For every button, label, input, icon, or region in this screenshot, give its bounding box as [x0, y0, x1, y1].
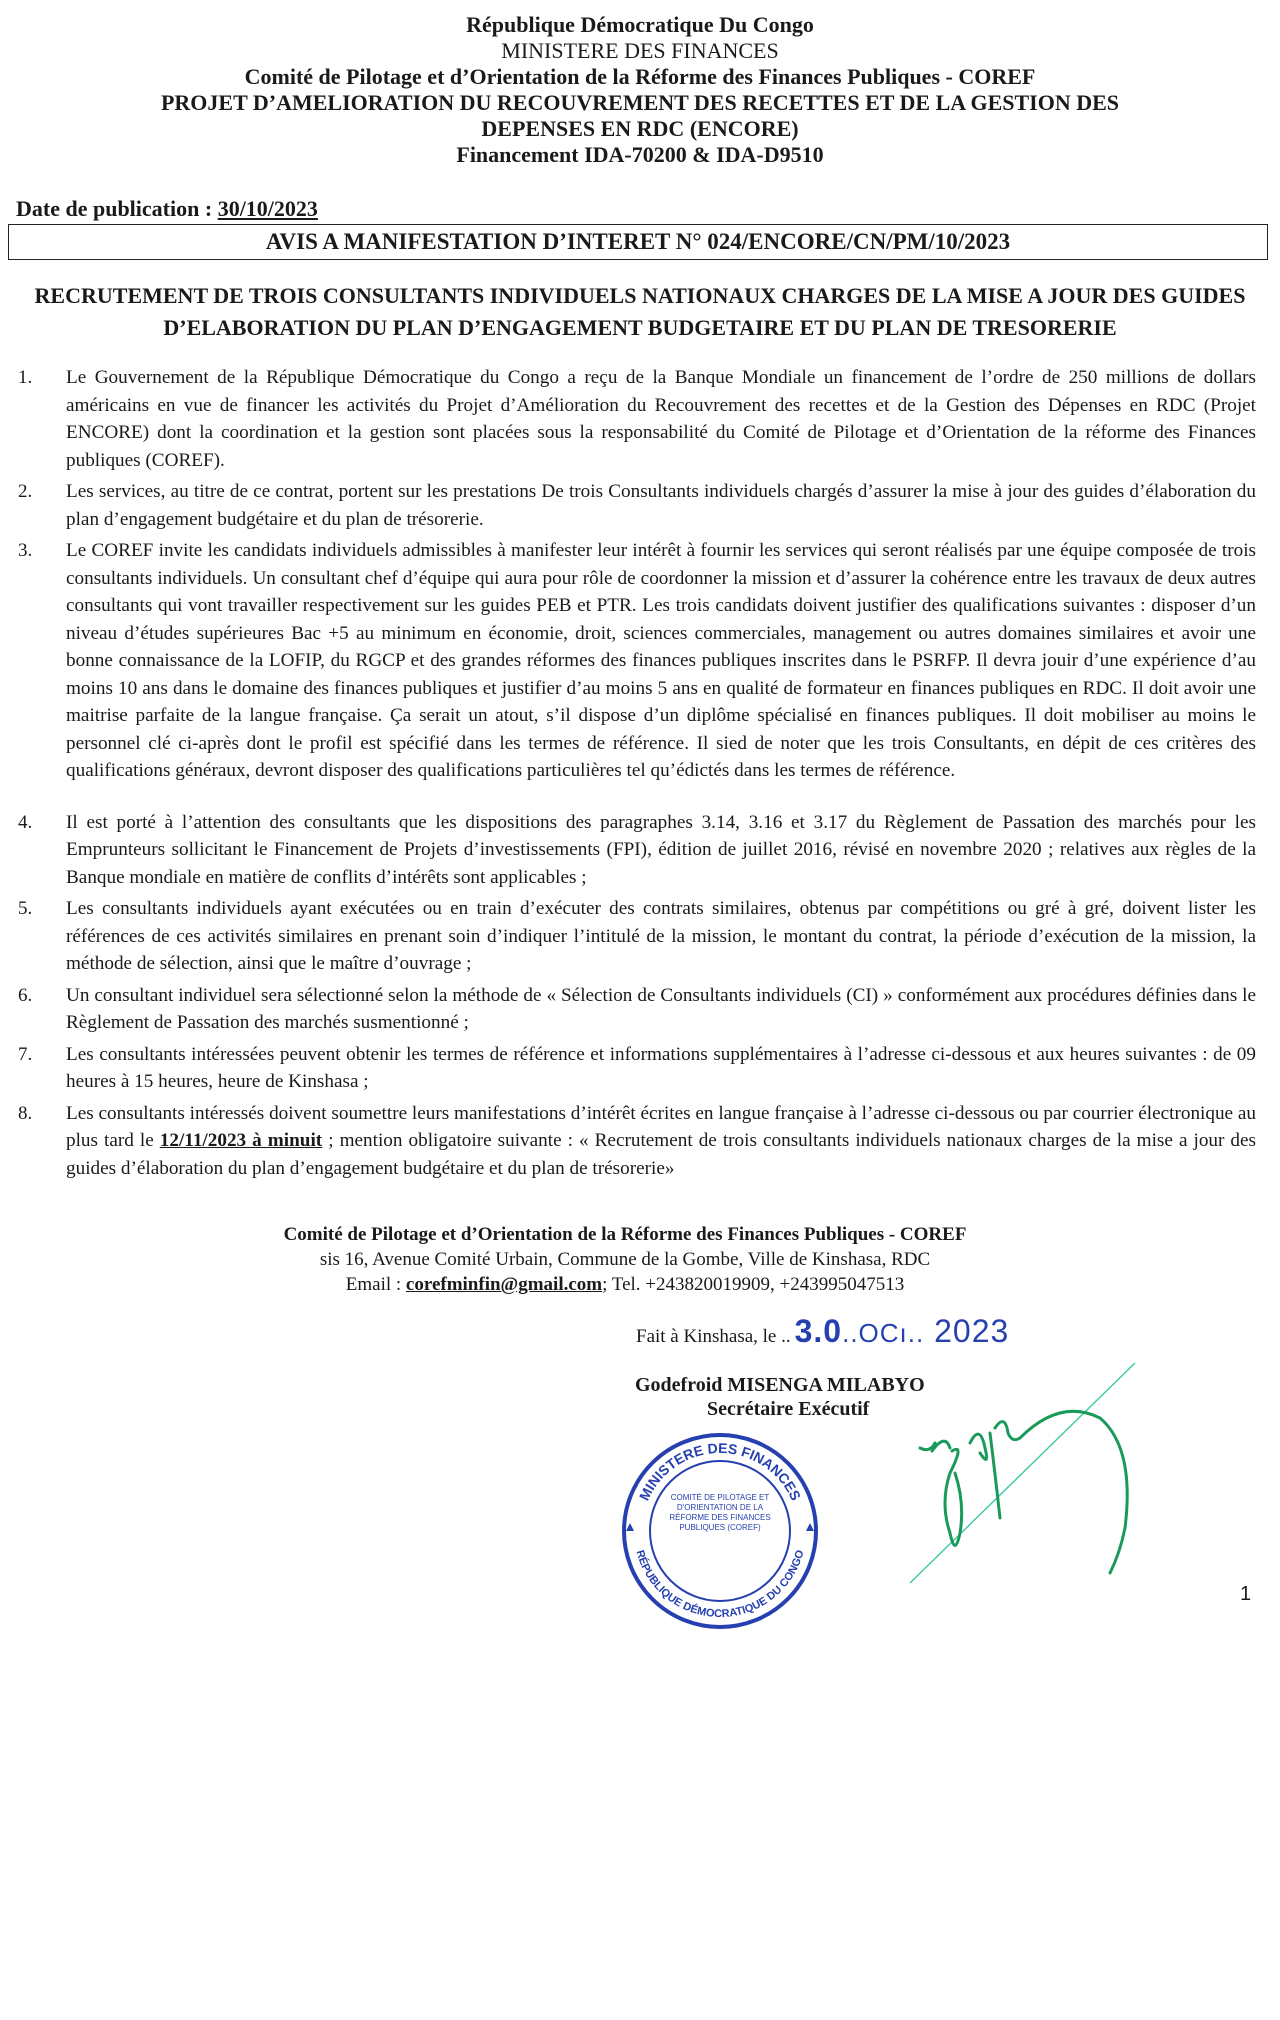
item-text: Un consultant individuel sera sélectionné selon la méthode de « Sélection de Consultants individuels (CI) » conformément aux procédures définies dans le Règlement de Passation des marchés susmentionné ;	[66, 984, 1256, 1033]
list-item-3	[0, 537, 1280, 785]
ministry-name: MINISTERE DES FINANCES	[501, 38, 779, 63]
item-text: Le Gouvernement de la République Démocratique du Congo a reçu de la Banque Mondiale un financement de l’ordre de 250 millions de dollars américains en vue de financer les activités du Projet d’Amélioration du Recouvrement des recettes et de la Gestion des Dépenses en RDC (Projet ENCORE) dont la coordination et la gestion sont placées sous la responsabilité du Comité de Pilotage et d’Orientation de la réforme des Finances publiques (COREF).	[66, 367, 1256, 471]
signing-line	[636, 1313, 1009, 1350]
country-name: République Démocratique Du Congo	[466, 12, 814, 37]
item-number: 4.	[18, 811, 33, 833]
list-item-8	[0, 1100, 1280, 1183]
signatory-name: Godefroid MISENGA MILABYO	[635, 1374, 925, 1396]
date-stamp-month: ..OCı..	[842, 1318, 925, 1348]
contact-org-name: Comité de Pilotage et d’Orientation de la Réforme des Finances Publiques - COREF	[283, 1224, 967, 1245]
item-number: 8.	[18, 1102, 33, 1124]
signature-area	[0, 1313, 1280, 1633]
signatory-title: Secrétaire Exécutif	[707, 1398, 870, 1420]
contact-block	[150, 1222, 1100, 1297]
date-stamp	[795, 1313, 1010, 1350]
contact-line	[150, 1272, 1100, 1297]
item-number: 5.	[18, 898, 33, 919]
seal-inner-text: COMITÉ DE PILOTAGE ET D'ORIENTATION DE LA RÉFORME DES FINANCES PUBLIQUES (COREF)	[669, 1493, 771, 1532]
committee-name: Comité de Pilotage et d’Orientation de la Réforme des Finances Publiques - COREF	[244, 64, 1036, 89]
project-name-line2: DEPENSES EN RDC (ENCORE)	[481, 116, 799, 141]
publication-date-value: 30/10/2023	[217, 196, 318, 221]
item-number: 2.	[18, 481, 33, 502]
item-text-before: Les consultants intéressés doivent soumettre leurs manifestations d’intérêt écrites en langue française à l’adresse ci-dessous ou par courrier électronique au plus tard le	[66, 1102, 1256, 1151]
handwritten-signature-icon	[900, 1353, 1140, 1593]
item-number: 1.	[18, 367, 33, 388]
letterhead	[0, 12, 1280, 168]
notice-title: AVIS A MANIFESTATION D’INTERET N° 024/ENCORE/CN/PM/10/2023	[265, 229, 1011, 254]
page-number: 1	[1240, 1583, 1252, 1605]
list-item-4	[0, 809, 1280, 892]
item-text	[66, 1100, 1256, 1183]
item-number: 3.	[18, 540, 33, 561]
publication-date-label: Date de publication :	[16, 196, 218, 221]
date-stamp-year: 2023	[934, 1313, 1010, 1349]
signatory	[635, 1373, 925, 1421]
contact-address: sis 16, Avenue Comité Urbain, Commune de la Gombe, Ville de Kinshasa, RDC	[319, 1249, 931, 1270]
notice-title-box	[8, 224, 1268, 260]
list-item-2	[0, 478, 1280, 533]
official-seal-icon	[620, 1431, 820, 1631]
item-text: Il est porté à l’attention des consultants que les dispositions des paragraphes 3.14, 3.16 et 3.17 du Règlement de Passation des marchés pour les Emprunteurs sollicitant le Financement de Projets d’investissements (FPI), édition de juillet 2016, révisé en novembre 2020 ; relatives aux règles de la Banque mondiale en matière de conflits d’intérêts sont applicables ;	[66, 811, 1256, 888]
notice-subject: RECRUTEMENT DE TROIS CONSULTANTS INDIVIDUELS NATIONAUX CHARGES DE LA MISE A JOUR DES GUIDES D’ELABORATION DU PLAN D’ENGAGEMENT BUDGETAIRE ET DU PLAN DE TRESORERIE	[34, 283, 1246, 340]
list-item-5	[0, 895, 1280, 978]
seal-bottom-text: RÉPUBLIQUE DÉMOCRATIQUE DU CONGO	[633, 1548, 807, 1621]
funding-reference: Financement IDA-70200 & IDA-D9510	[456, 142, 824, 167]
list-item-6	[0, 982, 1280, 1037]
item-text: Les consultants individuels ayant exécutées ou en train d’exécuter des contrats similaires, obtenus par compétitions ou gré à gré, doivent lister les références de ces activités similaires en prenant soin d’indiquer l’intitulé de la mission, le montant du contrat, la période d’exécution de la mission, la méthode de sélection, ainsi que le maître d’ouvrage ;	[66, 898, 1256, 974]
signing-place: Fait à Kinshasa, le ..	[636, 1326, 791, 1347]
publication-date	[16, 196, 1280, 222]
email-label: Email :	[345, 1274, 406, 1295]
item-text: Le COREF invite les candidats individuels admissibles à manifester leur intérêt à fournir les services qui seront réalisés par une équipe composée de trois consultants individuels. Un consultant chef d’équipe qui aura pour rôle de coordonner la mission et d’assurer la cohérence entre les travaux de deux autres consultants qui vont travailler respectivement sur les guides PEB et PTR. Les trois candidats doivent justifier des qualifications suivantes : disposer d’un niveau d’études supérieures Bac +5 au minimum en économie, droit, sciences commerciales, management ou autres domaines similaires et avoir une bonne connaissance de la LOFIP, du RGCP et des grandes réformes des finances publiques inscrites dans le PSRFP. Il devra jouir d’une expérience d’au moins 10 ans dans le domaine des finances publiques et justifier d’au moins 5 ans en qualité de formateur en finances publiques en RDC. Il doit avoir une maitrise parfaite de la langue française. Ça serait un atout, s’il dispose d’un diplôme spécialisé en finances publiques. Il doit mobiliser au moins le personnel clé ci-après dont le profil est spécifié dans les termes de référence. Il sied de noter que les trois Consultants, en dépit de ces critères des qualifications généraux, devront disposer des qualifications particulières tel qu’édictés dans les termes de référence.	[66, 540, 1256, 781]
email-link[interactable]: corefminfin@gmail.com	[405, 1274, 603, 1295]
submission-deadline: 12/11/2023 à minuit	[159, 1130, 323, 1151]
item-number: 6.	[18, 984, 33, 1006]
item-text: Les services, au titre de ce contrat, portent sur les prestations De trois Consultants individuels chargés d’assurer la mise à jour des guides d’élaboration du plan d’engagement budgétaire et du plan de trésorerie.	[66, 481, 1256, 530]
item-number: 7.	[18, 1043, 33, 1065]
numbered-list-continued	[0, 809, 1280, 1183]
list-item-7	[0, 1041, 1280, 1096]
phone-numbers: ; Tel. +243820019909, +243995047513	[602, 1274, 905, 1295]
numbered-list	[0, 364, 1280, 785]
project-name-line1: PROJET D’AMELIORATION DU RECOUVREMENT DES RECETTES ET DE LA GESTION DES	[160, 90, 1120, 115]
item-text: Les consultants intéressées peuvent obtenir les termes de référence et informations supplémentaires à l’adresse ci-dessous et aux heures suivantes : de 09 heures à 15 heures, heure de Kinshasa ;	[66, 1043, 1256, 1092]
item-text-after: ; mention obligatoire suivante : « Recrutement de trois consultants individuels nationaux charges de la mise a jour des guides d’élaboration du plan d’engagement budgétaire et du plan de trésorerie»	[66, 1130, 1257, 1179]
list-item-1	[0, 364, 1280, 474]
date-stamp-day: 3.0	[794, 1313, 843, 1349]
seal-top-text: MINISTERE DES FINANCES	[635, 1439, 805, 1503]
